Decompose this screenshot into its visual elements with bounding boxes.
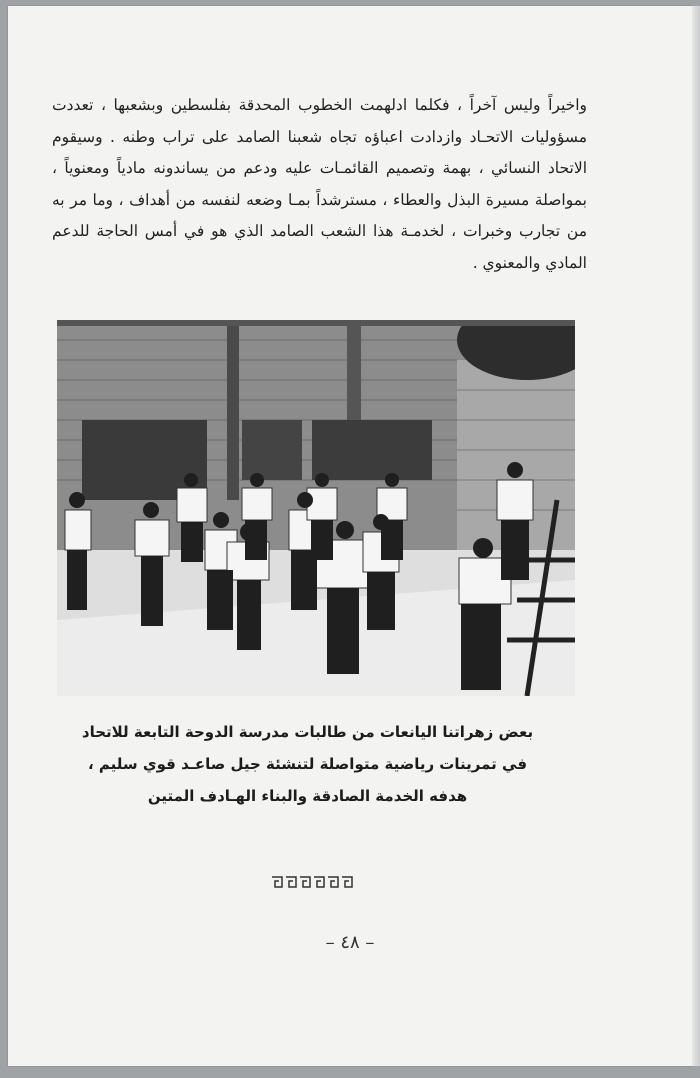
- caption-line-1: بعض زهراتنا اليانعات من طالبات مدرسة الدوحة التابعة للاتحاد: [81, 723, 534, 741]
- caption-line-3: هدفه الخدمة الصادقة والبناء الهـادف المتين: [147, 787, 468, 805]
- page-number: – ٤٨ –: [325, 932, 375, 953]
- page-edge: [692, 6, 700, 1066]
- body-paragraph: واخيراً وليس آخراً ، فكلما ادلهمت الخطوب المحدقة بفلسطين وبشعبها ، تعددت مسؤوليات الاتحـاد وازدادت اعباؤه تجاه شعبنا الصامد على تراب وطنه . وسيقوم الاتحاد النسائي ، بهمة وتصميم القائمـات عليه ودعم من يساندونه مادياً ومعنوياً ، بمواصلة مسيرة البذل والعطاء ، مسترشداً بمـا وضعه لنفسه من أهداف ، وما مر به من تجارب وخبرات ، لخدمـة هذا الشعب الصامد الذي هو في أمس الحاجة للدعم المادي والمعنوي .: [52, 96, 587, 272]
- school-exercise-photo: [57, 320, 575, 696]
- decorative-divider-icon: [270, 874, 356, 893]
- caption-line-2: في تمرينات رياضية متواصلة لتنشئة جيل صاعـد قوي سليم ،: [87, 755, 528, 773]
- photo-caption: [70, 716, 545, 812]
- photo-illustration: [57, 320, 575, 696]
